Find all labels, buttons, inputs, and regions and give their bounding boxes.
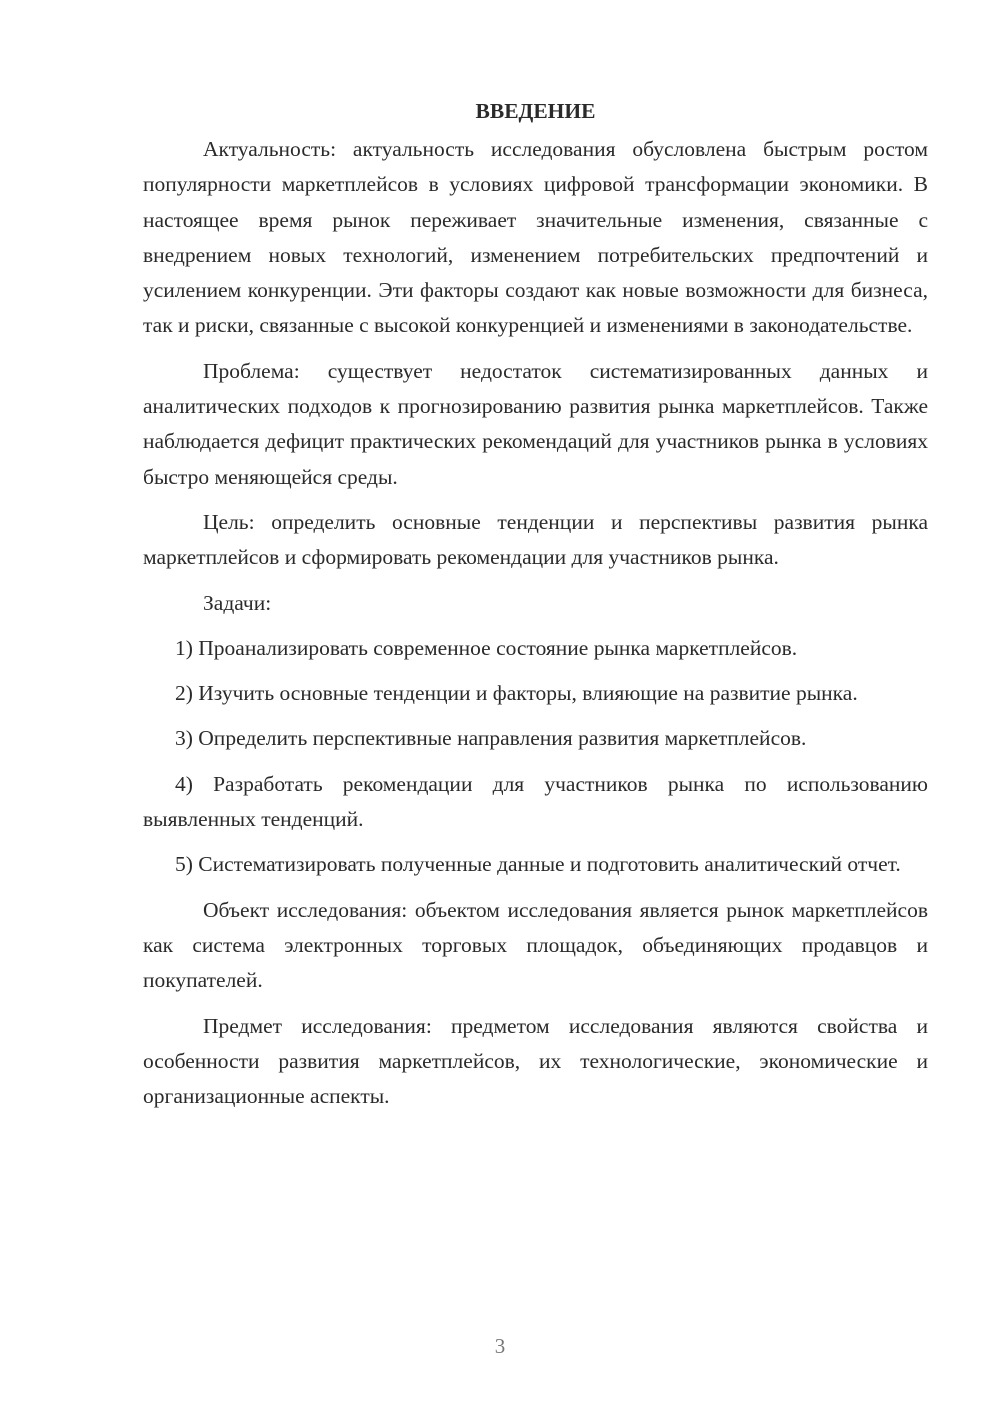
task-item-3: 3) Определить перспективные направления развития маркетплейсов.: [175, 726, 807, 751]
paragraph-goal: Цель: определить основные тенденции и перспективы развития рынка маркетплейсов и сформировать рекомендации для участников рынка.: [143, 509, 928, 570]
task-item-1: 1) Проанализировать современное состояние рынка маркетплейсов.: [175, 635, 798, 660]
paragraph-subject: Предмет исследования: предметом исследования являются свойства и особенности развития маркетплейсов, их технологические, экономические и организационные аспекты.: [143, 1013, 928, 1109]
task-item-5: 5) Систематизировать полученные данные и подготовить аналитический отчет.: [175, 852, 901, 877]
tasks-label: Задачи:: [203, 590, 272, 615]
task-item-4: 4) Разработать рекомендации для участников рынка по использованию выявленных тенденций.: [143, 771, 928, 832]
document-page: [143, 96, 928, 1124]
paragraph-object: Объект исследования: объектом исследования является рынок маркетплейсов как система электронных торговых площадок, объединяющих продавцов и покупателей.: [143, 897, 928, 993]
task-item-2: 2) Изучить основные тенденции и факторы, влияющие на развитие рынка.: [175, 681, 858, 706]
paragraph-relevance: Актуальность: актуальность исследования обусловлена быстрым ростом популярности маркетплейсов в условиях цифровой трансформации экономики. В настоящее время рынок переживает значительные изменения, связанные с внедрением новых технологий, изменением потребительских предпочтений и усилением конкуренции. Эти факторы создают как новые возможности для бизнеса, так и риски, связанные с высокой конкуренцией и изменениями в законодательстве.: [143, 137, 928, 338]
page-number: 3: [494, 1334, 506, 1358]
paragraph-problem: Проблема: существует недостаток систематизированных данных и аналитических подходов к прогнозированию развития рынка маркетплейсов. Также наблюдается дефицит практических рекомендаций для участников рынка в условиях быстро меняющейся среды.: [143, 358, 928, 489]
page-title: ВВЕДЕНИЕ: [475, 99, 596, 123]
